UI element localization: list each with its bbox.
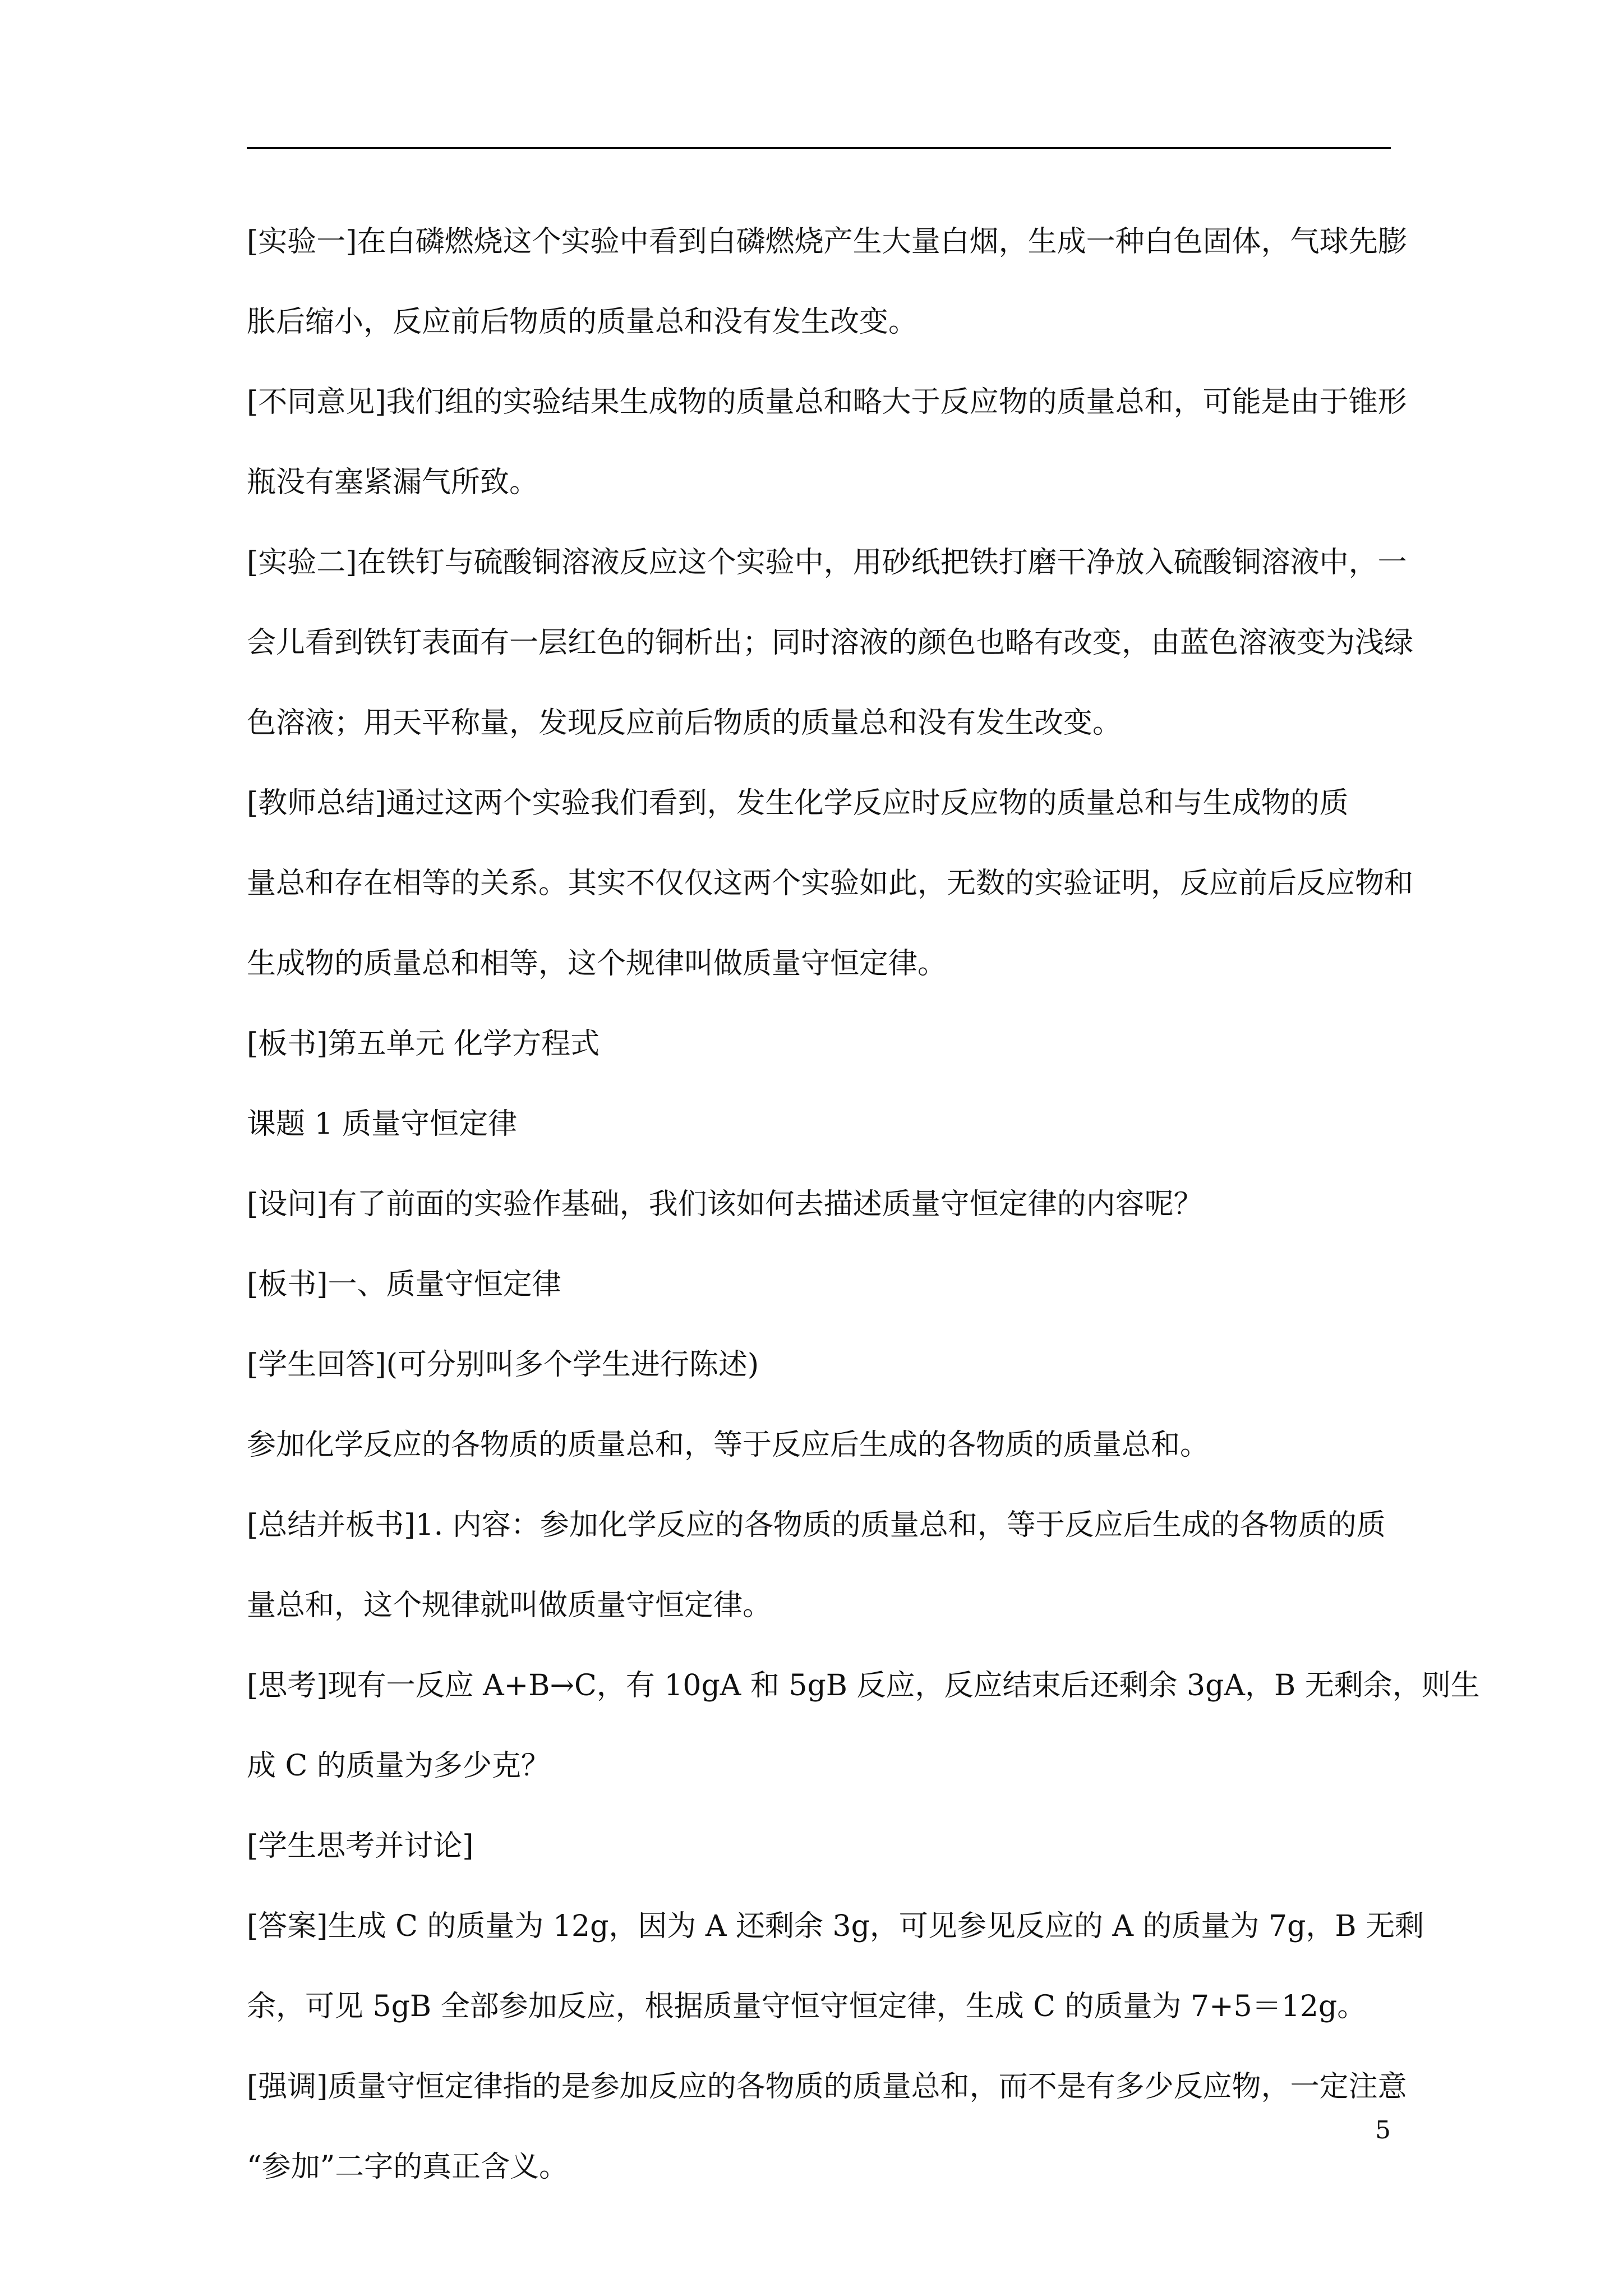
paragraph-teacher-summary-line-3: 生成物的质量总和相等，这个规律叫做质量守恒定律。 [247, 947, 947, 981]
paragraph-emphasis-line-1: [强调]质量守恒定律指的是参加反应的各物质的质量总和，而不是有多少反应物，一定注意 [247, 2070, 1407, 2104]
paragraph-think-line-1: [思考]现有一反应 A+B→C，有 10gA 和 5gB 反应，反应结束后还剩余 3gA，B 无剩余，则生 [247, 1669, 1480, 1703]
paragraph-question: [设问]有了前面的实验作基础，我们该如何去描述质量守恒定律的内容呢？ [247, 1188, 1203, 1221]
paragraph-think-line-2: 成 C 的质量为多少克？ [247, 1749, 550, 1783]
paragraph-student-discuss: [学生思考并讨论] [247, 1829, 474, 1863]
paragraph-experiment-two-line-3: 色溶液；用天平称量，发现反应前后物质的质量总和没有发生改变。 [247, 706, 1122, 740]
paragraph-board-unit-title: [板书]第五单元 化学方程式 [247, 1027, 600, 1061]
paragraph-lesson-title: 课题 1 质量守恒定律 [247, 1107, 518, 1141]
paragraph-experiment-two-line-2: 会儿看到铁钉表面有一层红色的铜析出；同时溶液的颜色也略有改变，由蓝色溶液变为浅绿 [247, 626, 1414, 660]
paragraph-experiment-one-line-2: 胀后缩小，反应前后物质的质量总和没有发生改变。 [247, 305, 918, 339]
paragraph-law-statement: 参加化学反应的各物质的质量总和，等于反应后生成的各物质的质量总和。 [247, 1428, 1210, 1462]
paragraph-emphasis-line-2: “参加”二字的真正含义。 [247, 2150, 569, 2184]
header-rule [247, 147, 1391, 149]
paragraph-teacher-summary-line-1: [教师总结]通过这两个实验我们看到，发生化学反应时反应物的质量总和与生成物的质 [247, 786, 1349, 820]
paragraph-experiment-two-line-1: [实验二]在铁钉与硫酸铜溶液反应这个实验中，用砂纸把铁打磨干净放入硫酸铜溶液中，一 [247, 546, 1407, 579]
document-body [247, 202, 1480, 2207]
paragraph-teacher-summary-line-2: 量总和存在相等的关系。其实不仅仅这两个实验如此，无数的实验证明，反应前后反应物和 [247, 867, 1414, 900]
paragraph-answer-line-2: 余，可见 5gB 全部参加反应，根据质量守恒守恒定律，生成 C 的质量为 7+5＝12g。 [247, 1990, 1367, 2023]
paragraph-experiment-one-line-1: [实验一]在白磷燃烧这个实验中看到白磷燃烧产生大量白烟，生成一种白色固体，气球先膨 [247, 225, 1407, 259]
paragraph-summary-board-line-1: [总结并板书]1. 内容：参加化学反应的各物质的质量总和，等于反应后生成的各物质的质 [247, 1508, 1386, 1542]
paragraph-different-opinion-line-2: 瓶没有塞紧漏气所致。 [247, 466, 539, 499]
page-number: 5 [1375, 2116, 1391, 2145]
paragraph-board-law-heading: [板书]一、质量守恒定律 [247, 1268, 561, 1301]
paragraph-answer-line-1: [答案]生成 C 的质量为 12g，因为 A 还剩余 3g，可见参见反应的 A 的质量为 7g，B 无剩 [247, 1910, 1424, 1943]
paragraph-summary-board-line-2: 量总和，这个规律就叫做质量守恒定律。 [247, 1589, 772, 1622]
paragraph-student-answer: [学生回答](可分别叫多个学生进行陈述) [247, 1348, 759, 1382]
paragraph-different-opinion-line-1: [不同意见]我们组的实验结果生成物的质量总和略大于反应物的质量总和，可能是由于锥形 [247, 385, 1407, 419]
